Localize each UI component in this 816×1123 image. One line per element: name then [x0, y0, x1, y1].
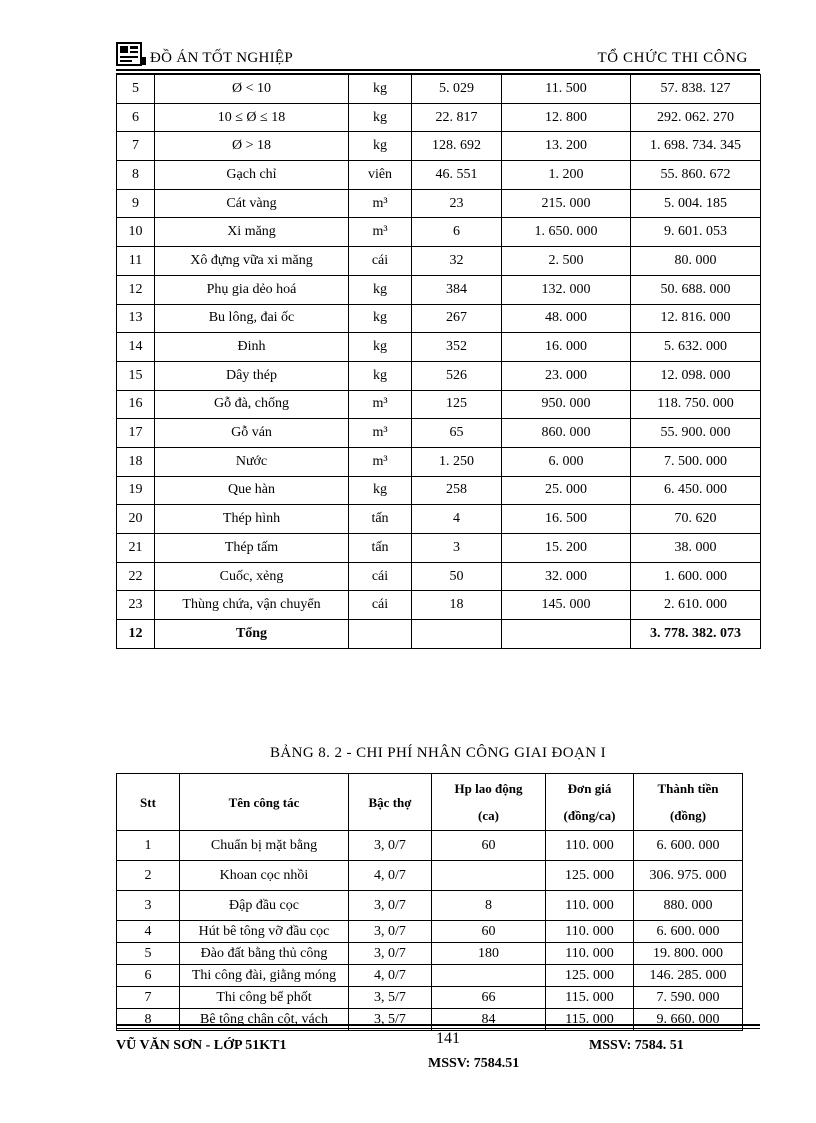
cell-quantity: 22. 817 — [412, 103, 502, 132]
cell-quantity: 6 — [412, 218, 502, 247]
cell-unit: kg — [349, 275, 412, 304]
header-unit-price: Đơn giá (đồng/ca) — [546, 774, 634, 831]
cell-quantity: 128. 692 — [412, 132, 502, 161]
table-row — [117, 132, 761, 161]
table-row — [117, 987, 743, 1009]
cell-material-name: Que hàn — [155, 476, 349, 505]
cell-amount: 12. 816. 000 — [631, 304, 761, 333]
cell-amount: 70. 620 — [631, 505, 761, 534]
cell-worker-grade: 4, 0/7 — [349, 861, 432, 891]
cell-stt: 10 — [117, 218, 155, 247]
cell-material-name: Cuốc, xẻng — [155, 562, 349, 591]
cell-stt: 1 — [117, 831, 180, 861]
cell-material-name: Gỗ đà, chống — [155, 390, 349, 419]
cell-quantity: 3 — [412, 534, 502, 563]
cell-unit: kg — [349, 361, 412, 390]
cell-task-name: Chuẩn bị mặt bằng — [180, 831, 349, 861]
cell-unit: tấn — [349, 505, 412, 534]
table-row — [117, 275, 761, 304]
cell-unit: cái — [349, 247, 412, 276]
cell-unit-price: 15. 200 — [502, 534, 631, 563]
cell-material-name: Bu lông, đai ốc — [155, 304, 349, 333]
cell-unit-price: 6. 000 — [502, 447, 631, 476]
cell-amount: 5. 004. 185 — [631, 189, 761, 218]
cell-labor-hp: 60 — [432, 921, 546, 943]
cell-material-name: Xi măng — [155, 218, 349, 247]
footer-student-id-center: MSSV: 7584.51 — [428, 1056, 520, 1071]
total-cell-unit — [349, 620, 412, 649]
total-cell-stt: 12 — [117, 620, 155, 649]
cell-worker-grade: 3, 5/7 — [349, 1009, 432, 1031]
cell-unit-price: 110. 000 — [546, 943, 634, 965]
cell-material-name: Dây thép — [155, 361, 349, 390]
header-left-title: ĐỒ ÁN TỐT NGHIỆP — [150, 50, 293, 66]
cell-amount: 57. 838. 127 — [631, 75, 761, 104]
cell-amount: 55. 900. 000 — [631, 419, 761, 448]
cell-stt: 2 — [117, 861, 180, 891]
cell-unit-price: 16. 500 — [502, 505, 631, 534]
cell-unit-price: 16. 000 — [502, 333, 631, 362]
cell-task-name: Đào đất bằng thủ công — [180, 943, 349, 965]
cell-quantity: 32 — [412, 247, 502, 276]
cell-unit-price: 11. 500 — [502, 75, 631, 104]
table-row — [117, 891, 743, 921]
cell-material-name: Ø > 18 — [155, 132, 349, 161]
header-labor-hp: Hp lao động (ca) — [432, 774, 546, 831]
total-cell-material-name: Tổng — [155, 620, 349, 649]
table-row — [117, 591, 761, 620]
cell-unit-price: 950. 000 — [502, 390, 631, 419]
cell-amount: 55. 860. 672 — [631, 161, 761, 190]
cell-material-name: Phụ gia dẻo hoá — [155, 275, 349, 304]
footer-author: VŨ VĂN SƠN - LỚP 51KT1 — [116, 1038, 287, 1053]
cell-unit: kg — [349, 132, 412, 161]
cell-quantity: 65 — [412, 419, 502, 448]
cell-stt: 7 — [117, 132, 155, 161]
cell-task-name: Đập đầu cọc — [180, 891, 349, 921]
cell-material-name: Nước — [155, 447, 349, 476]
cell-task-name: Khoan cọc nhồi — [180, 861, 349, 891]
cell-amount: 12. 098. 000 — [631, 361, 761, 390]
cell-amount: 292. 062. 270 — [631, 103, 761, 132]
cell-unit: cái — [349, 562, 412, 591]
cell-labor-hp: 180 — [432, 943, 546, 965]
cell-material-name: Gỗ ván — [155, 419, 349, 448]
table-row — [117, 75, 761, 104]
cell-unit: kg — [349, 304, 412, 333]
cell-stt: 3 — [117, 891, 180, 921]
header-worker-grade: Bậc thợ — [349, 774, 432, 831]
cell-amount: 9. 601. 053 — [631, 218, 761, 247]
cell-unit-price: 145. 000 — [502, 591, 631, 620]
cell-unit: m³ — [349, 447, 412, 476]
cell-unit-price: 13. 200 — [502, 132, 631, 161]
cell-amount: 7. 500. 000 — [631, 447, 761, 476]
cell-worker-grade: 3, 0/7 — [349, 921, 432, 943]
cell-stt: 13 — [117, 304, 155, 333]
cell-stt: 21 — [117, 534, 155, 563]
table-row — [117, 476, 761, 505]
table-row — [117, 861, 743, 891]
table-row — [117, 333, 761, 362]
cell-amount: 146. 285. 000 — [634, 965, 743, 987]
cell-stt: 16 — [117, 390, 155, 419]
cell-quantity: 50 — [412, 562, 502, 591]
cell-unit-price: 25. 000 — [502, 476, 631, 505]
table-row — [117, 419, 761, 448]
cell-amount: 118. 750. 000 — [631, 390, 761, 419]
cell-amount: 9. 660. 000 — [634, 1009, 743, 1031]
cell-unit-price: 2. 500 — [502, 247, 631, 276]
cell-labor-hp: 60 — [432, 831, 546, 861]
cell-task-name: Bê tông chân cột, vách — [180, 1009, 349, 1031]
cell-unit-price: 115. 000 — [546, 987, 634, 1009]
cell-stt: 22 — [117, 562, 155, 591]
cell-stt: 9 — [117, 189, 155, 218]
cell-material-name: Thép tấm — [155, 534, 349, 563]
cell-stt: 19 — [117, 476, 155, 505]
cell-labor-hp: 66 — [432, 987, 546, 1009]
cell-unit: m³ — [349, 419, 412, 448]
cell-quantity: 352 — [412, 333, 502, 362]
table-row — [117, 304, 761, 333]
cell-labor-hp — [432, 965, 546, 987]
cell-stt: 4 — [117, 921, 180, 943]
cell-unit: viên — [349, 161, 412, 190]
cell-amount: 7. 590. 000 — [634, 987, 743, 1009]
cell-stt: 5 — [117, 75, 155, 104]
cell-material-name: Thùng chứa, vận chuyển — [155, 591, 349, 620]
cell-task-name: Thi công đài, giằng móng — [180, 965, 349, 987]
cell-unit-price: 125. 000 — [546, 861, 634, 891]
cell-unit-price: 1. 200 — [502, 161, 631, 190]
cell-unit: kg — [349, 103, 412, 132]
cell-labor-hp — [432, 861, 546, 891]
cell-unit-price: 110. 000 — [546, 891, 634, 921]
cell-quantity: 18 — [412, 591, 502, 620]
cell-stt: 6 — [117, 103, 155, 132]
cell-unit: kg — [349, 75, 412, 104]
cell-material-name: Gạch chỉ — [155, 161, 349, 190]
header-amount: Thành tiền (đồng) — [634, 774, 743, 831]
cell-quantity: 258 — [412, 476, 502, 505]
total-cell-unit-price — [502, 620, 631, 649]
cell-amount: 19. 800. 000 — [634, 943, 743, 965]
table-row — [117, 562, 761, 591]
cell-unit: kg — [349, 476, 412, 505]
footer-student-id: MSSV: 7584. 51 — [589, 1038, 684, 1053]
cell-amount: 50. 688. 000 — [631, 275, 761, 304]
cell-stt: 12 — [117, 275, 155, 304]
total-row — [117, 620, 761, 649]
cell-stt: 8 — [117, 1009, 180, 1031]
cell-quantity: 526 — [412, 361, 502, 390]
table-row — [117, 218, 761, 247]
table-row — [117, 965, 743, 987]
table-header-row — [117, 774, 743, 831]
cell-quantity: 384 — [412, 275, 502, 304]
cell-unit-price: 860. 000 — [502, 419, 631, 448]
total-cell-amount: 3. 778. 382. 073 — [631, 620, 761, 649]
table-row — [117, 390, 761, 419]
table-row — [117, 247, 761, 276]
cell-stt: 17 — [117, 419, 155, 448]
cell-quantity: 125 — [412, 390, 502, 419]
cell-material-name: Thép hình — [155, 505, 349, 534]
cell-worker-grade: 3, 0/7 — [349, 831, 432, 861]
cell-material-name: 10 ≤ Ø ≤ 18 — [155, 103, 349, 132]
header-rule — [116, 69, 760, 71]
cell-stt: 15 — [117, 361, 155, 390]
table-row — [117, 505, 761, 534]
cell-quantity: 4 — [412, 505, 502, 534]
cell-unit: kg — [349, 333, 412, 362]
table-caption: BẢNG 8. 2 - CHI PHÍ NHÂN CÔNG GIAI ĐOẠN I — [270, 745, 606, 761]
cell-amount: 6. 450. 000 — [631, 476, 761, 505]
table-row — [117, 361, 761, 390]
total-cell-quantity — [412, 620, 502, 649]
cell-unit-price: 110. 000 — [546, 831, 634, 861]
cell-labor-hp: 8 — [432, 891, 546, 921]
cell-unit-price: 125. 000 — [546, 965, 634, 987]
cell-unit-price: 215. 000 — [502, 189, 631, 218]
cell-stt: 6 — [117, 965, 180, 987]
cell-stt: 11 — [117, 247, 155, 276]
header-right-title: TỔ CHỨC THI CÔNG — [597, 50, 748, 66]
cell-unit-price: 12. 800 — [502, 103, 631, 132]
cell-stt: 18 — [117, 447, 155, 476]
cell-quantity: 1. 250 — [412, 447, 502, 476]
cell-unit: m³ — [349, 390, 412, 419]
cell-stt: 7 — [117, 987, 180, 1009]
cell-material-name: Ø < 10 — [155, 75, 349, 104]
cell-unit: cái — [349, 591, 412, 620]
cell-material-name: Xô đựng vữa xi măng — [155, 247, 349, 276]
cell-amount: 2. 610. 000 — [631, 591, 761, 620]
table-row — [117, 921, 743, 943]
cell-worker-grade: 3, 0/7 — [349, 943, 432, 965]
cell-unit-price: 48. 000 — [502, 304, 631, 333]
cell-quantity: 267 — [412, 304, 502, 333]
cell-quantity: 46. 551 — [412, 161, 502, 190]
cell-unit-price: 1. 650. 000 — [502, 218, 631, 247]
cell-worker-grade: 3, 5/7 — [349, 987, 432, 1009]
cell-unit: m³ — [349, 218, 412, 247]
cell-amount: 6. 600. 000 — [634, 831, 743, 861]
table-row — [117, 943, 743, 965]
cell-unit-price: 115. 000 — [546, 1009, 634, 1031]
table-row — [117, 103, 761, 132]
cell-amount: 80. 000 — [631, 247, 761, 276]
cell-unit-price: 23. 000 — [502, 361, 631, 390]
cell-amount: 1. 698. 734. 345 — [631, 132, 761, 161]
table-row — [117, 447, 761, 476]
cell-unit-price: 110. 000 — [546, 921, 634, 943]
cell-stt: 20 — [117, 505, 155, 534]
header-task-name: Tên công tác — [180, 774, 349, 831]
cell-unit-price: 32. 000 — [502, 562, 631, 591]
header-stt: Stt — [117, 774, 180, 831]
cell-worker-grade: 4, 0/7 — [349, 965, 432, 987]
material-cost-table — [116, 74, 761, 649]
cell-amount: 880. 000 — [634, 891, 743, 921]
page-header — [116, 40, 760, 70]
cell-unit: m³ — [349, 189, 412, 218]
cell-stt: 8 — [117, 161, 155, 190]
cell-unit-price: 132. 000 — [502, 275, 631, 304]
cell-amount: 5. 632. 000 — [631, 333, 761, 362]
cell-amount: 6. 600. 000 — [634, 921, 743, 943]
cell-unit: tấn — [349, 534, 412, 563]
cell-task-name: Thi công bể phốt — [180, 987, 349, 1009]
labor-cost-table — [116, 773, 743, 1031]
table-row — [117, 534, 761, 563]
book-logo-icon — [116, 41, 146, 67]
cell-labor-hp: 84 — [432, 1009, 546, 1031]
cell-amount: 306. 975. 000 — [634, 861, 743, 891]
cell-stt: 23 — [117, 591, 155, 620]
cell-quantity: 23 — [412, 189, 502, 218]
table-row — [117, 161, 761, 190]
cell-stt: 14 — [117, 333, 155, 362]
table-row — [117, 831, 743, 861]
cell-amount: 38. 000 — [631, 534, 761, 563]
cell-amount: 1. 600. 000 — [631, 562, 761, 591]
cell-material-name: Cát vàng — [155, 189, 349, 218]
footer-rule-thin — [116, 1028, 760, 1029]
page-number: 141 — [436, 1030, 460, 1047]
cell-material-name: Đinh — [155, 333, 349, 362]
cell-quantity: 5. 029 — [412, 75, 502, 104]
cell-worker-grade: 3, 0/7 — [349, 891, 432, 921]
cell-stt: 5 — [117, 943, 180, 965]
footer-rule — [116, 1024, 760, 1026]
table-row — [117, 189, 761, 218]
cell-task-name: Hút bê tông vỡ đầu cọc — [180, 921, 349, 943]
